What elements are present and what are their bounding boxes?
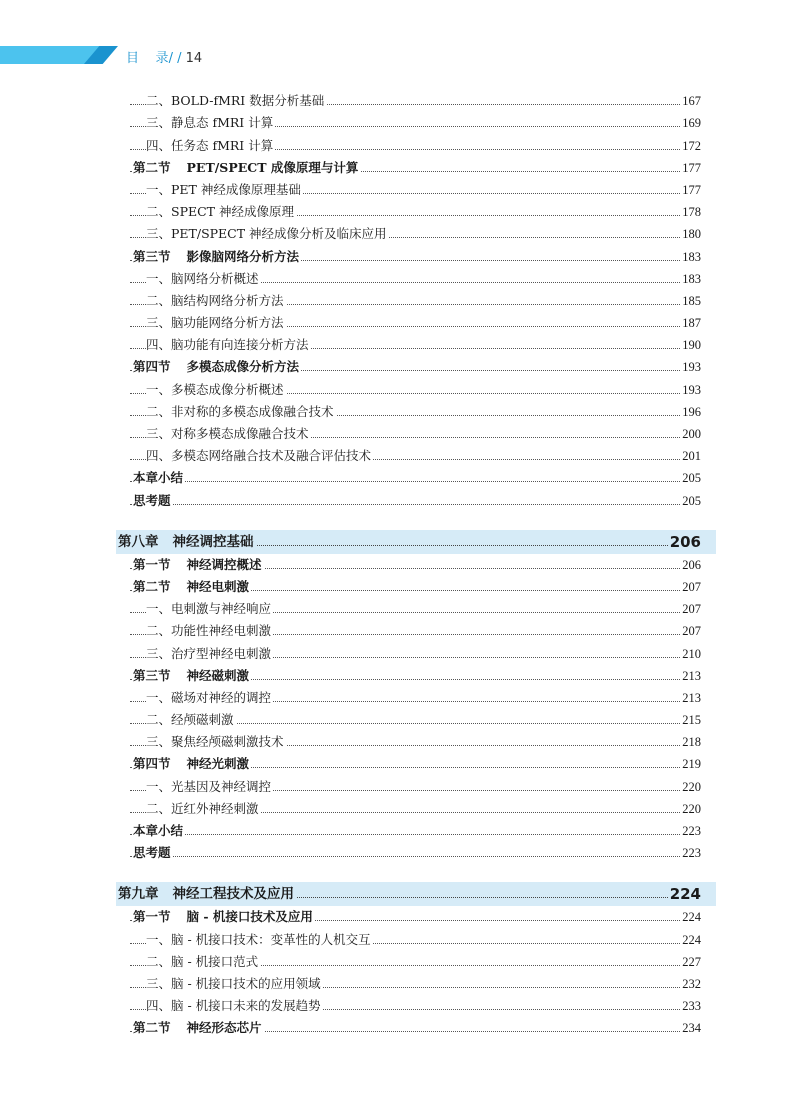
toc-entry-label	[146, 313, 286, 331]
toc-entry-label	[146, 688, 273, 706]
toc-entry-title: 本章小结	[133, 470, 184, 486]
toc-item-row[interactable]	[0, 687, 800, 709]
toc-entry-label	[146, 799, 261, 817]
toc-item-row[interactable]	[0, 134, 800, 156]
toc-page-number: 207	[682, 579, 701, 594]
toc-entry-title: 二、BOLD-fMRI 数据分析基础	[146, 93, 325, 109]
toc-entry-title: 一、PET 神经成像原理基础	[146, 181, 301, 197]
toc-entry-label	[146, 974, 323, 992]
toc-section-row[interactable]	[0, 753, 800, 775]
running-head-page-number: 14	[185, 51, 203, 66]
toc-item-row[interactable]	[0, 179, 800, 201]
toc-entry-label	[146, 224, 389, 242]
toc-item-row[interactable]	[0, 798, 800, 820]
toc-summary-row[interactable]	[0, 820, 800, 842]
toc-section-row[interactable]	[0, 554, 800, 576]
toc-page-number: 178	[682, 205, 701, 220]
toc-entry-number: 第三节	[133, 248, 171, 264]
toc-entry-label	[146, 424, 311, 442]
running-head-title: 录	[155, 51, 169, 66]
toc-summary-row[interactable]	[0, 842, 800, 864]
toc-item-row[interactable]	[0, 378, 800, 400]
toc-chapter-row[interactable]	[0, 880, 800, 906]
toc-section-row[interactable]	[0, 1017, 800, 1039]
toc-page-number: 169	[682, 116, 701, 131]
toc-entry-title: 一、脑网络分析概述	[146, 270, 259, 286]
toc-item-row[interactable]	[0, 290, 800, 312]
dot-leader	[130, 834, 700, 835]
toc-entry-label	[133, 1018, 264, 1036]
toc-entry-label	[133, 754, 251, 772]
toc-entry-label	[133, 843, 173, 861]
toc-page-number: 177	[682, 160, 701, 175]
toc-item-row[interactable]	[0, 598, 800, 620]
toc-page-number: 224	[682, 932, 701, 947]
toc-entry-label	[146, 599, 273, 617]
toc-page-number: 205	[682, 493, 701, 508]
toc-page-number: 187	[682, 316, 701, 331]
toc-page-number: 200	[682, 427, 701, 441]
toc-entry-label	[133, 821, 185, 839]
toc-entry-label	[146, 644, 273, 662]
toc-entry-title: 三、PET/SPECT 神经成像分析及临床应用	[146, 226, 387, 242]
toc-entry-title: 神经调控基础	[172, 533, 254, 550]
toc-entry-title: 一、脑 - 机接口技术：变革性的人机交互	[146, 931, 371, 947]
toc-entry-label	[133, 491, 173, 509]
toc-page-number: 223	[682, 824, 701, 838]
dot-leader	[130, 856, 700, 857]
toc-entry-title: 四、脑功能有向连接分析方法	[146, 337, 309, 353]
toc-page-number: 213	[682, 690, 701, 705]
toc-entry-title: 本章小结	[133, 823, 184, 838]
toc-entry-label	[146, 91, 326, 109]
toc-entry-title: 三、脑功能网络分析方法	[146, 315, 284, 331]
running-head-separator: / /	[168, 51, 182, 66]
toc-entry-title: 神经电刺激	[186, 578, 250, 594]
toc-entry-title: 二、SPECT 神经成像原理	[146, 204, 294, 220]
toc-entry-title: 三、静息态 fMRI 计算	[146, 115, 274, 131]
dot-leader	[130, 504, 700, 505]
toc-page-number: 219	[682, 757, 701, 772]
toc-page-number: 206	[669, 532, 701, 551]
toc-item-row[interactable]	[0, 423, 800, 445]
toc-page-number: 206	[682, 557, 701, 572]
toc-page-number: 190	[682, 338, 701, 353]
toc-entry-title: 一、光基因及神经调控	[146, 778, 272, 794]
toc-section-row[interactable]	[0, 906, 800, 928]
toc-section-row[interactable]	[0, 576, 800, 598]
toc-entry-title: 多模态成像分析方法	[186, 359, 300, 375]
toc-section-row[interactable]	[0, 356, 800, 378]
toc-item-row[interactable]	[0, 731, 800, 753]
toc-item-row[interactable]	[0, 445, 800, 467]
toc-item-row[interactable]	[0, 620, 800, 642]
toc-item-row[interactable]	[0, 312, 800, 334]
toc-page-number: 183	[682, 271, 701, 286]
toc-entry-label	[133, 577, 251, 595]
toc-page-number: 172	[682, 138, 701, 153]
toc-item-row[interactable]	[0, 775, 800, 797]
toc-page-number: 196	[682, 404, 701, 419]
toc-entry-number: 第三节	[133, 667, 171, 683]
toc-entry-number: 第二节	[133, 159, 171, 175]
toc-entry-label	[146, 136, 275, 154]
toc-entry-title: 三、对称多模态成像融合技术	[146, 426, 309, 441]
toc-entry-title: 神经磁刺激	[186, 667, 250, 683]
toc-page-number: 193	[682, 360, 701, 375]
toc-item-row[interactable]	[0, 334, 800, 356]
toc-entry-label	[133, 666, 251, 684]
toc-entry-label	[118, 882, 296, 902]
toc-entry-title: 三、治疗型神经电刺激	[146, 645, 272, 661]
toc-entry-label	[133, 907, 315, 925]
toc-entry-label	[146, 335, 311, 353]
toc-page-number: 207	[682, 624, 701, 639]
toc-summary-row[interactable]	[0, 467, 800, 489]
page-header	[0, 0, 800, 70]
toc-item-row[interactable]	[0, 709, 800, 731]
toc-entry-number: 第八章	[118, 533, 159, 550]
toc-entry-title: 脑 - 机接口技术及应用	[186, 909, 313, 925]
toc-entry-label	[133, 555, 264, 573]
toc-page-number: 167	[682, 94, 701, 109]
toc-entry-title: 二、近红外神经刺激	[146, 800, 259, 816]
toc-entry-title: PET/SPECT 成像原理与计算	[186, 159, 359, 175]
toc-entry-label	[146, 621, 273, 639]
running-head	[126, 47, 202, 66]
toc-entry-title: 思考题	[133, 845, 171, 861]
toc-section-row[interactable]	[0, 157, 800, 179]
toc-page-number: 215	[682, 713, 701, 728]
toc-page-number: 232	[682, 976, 701, 991]
running-head-section: 目	[126, 51, 140, 66]
toc-entry-label	[146, 930, 373, 948]
toc-chapter-row[interactable]	[0, 528, 800, 554]
toc-entry-label	[146, 952, 260, 970]
toc-entry-label	[118, 530, 256, 550]
toc-entry-title: 影像脑网络分析方法	[186, 248, 300, 264]
toc-entry-number: 第一节	[133, 909, 171, 925]
toc-item-row[interactable]	[0, 973, 800, 995]
toc-item-row[interactable]	[0, 223, 800, 245]
toc-item-row[interactable]	[0, 112, 800, 134]
toc-page-number: 210	[682, 646, 701, 661]
toc-item-row[interactable]	[0, 268, 800, 290]
toc-page-number: 223	[682, 846, 701, 861]
toc-entry-title: 神经光刺激	[186, 756, 250, 772]
toc-section-row[interactable]	[0, 665, 800, 687]
toc-item-row[interactable]	[0, 401, 800, 423]
toc-entry-title: 一、磁场对神经的调控	[146, 689, 272, 705]
dot-leader	[130, 481, 700, 482]
toc-entry-title: 思考题	[133, 492, 171, 508]
toc-page-number: 233	[682, 999, 701, 1014]
toc-entry-title: 三、聚焦经颅磁刺激技术	[146, 734, 284, 750]
toc-entry-label	[146, 402, 336, 420]
toc-entry-label	[133, 468, 185, 486]
toc-item-row[interactable]	[0, 90, 800, 112]
toc-entry-number: 第九章	[118, 886, 159, 903]
toc-entry-label	[133, 158, 360, 176]
toc-entry-label	[146, 180, 303, 198]
toc-entry-title: 神经调控概述	[186, 556, 262, 572]
toc-item-row[interactable]	[0, 928, 800, 950]
toc-entry-number: 第四节	[133, 756, 171, 772]
toc-entry-label	[146, 380, 286, 398]
toc-entry-label	[146, 996, 323, 1014]
toc-page-number: 220	[682, 779, 701, 794]
toc-entry-title: 二、功能性神经电刺激	[146, 623, 272, 639]
toc-entry-number: 第四节	[133, 359, 171, 375]
toc-entry-label	[146, 202, 296, 220]
toc-entry-label	[146, 710, 236, 728]
toc-page-number: 234	[682, 1021, 701, 1036]
toc-section-row[interactable]	[0, 245, 800, 267]
toc-entry-title: 二、经颅磁刺激	[146, 712, 234, 728]
toc-entry-label	[146, 732, 286, 750]
toc-page-number: 227	[682, 954, 701, 969]
toc-entry-label	[146, 269, 261, 287]
toc-entry-title: 三、脑 - 机接口技术的应用领域	[146, 975, 321, 991]
toc-page-number: 193	[682, 382, 701, 397]
toc-page-number: 207	[682, 602, 701, 617]
toc-page-number: 220	[682, 801, 701, 816]
toc-entry-title: 四、脑 - 机接口未来的发展趋势	[146, 998, 321, 1014]
toc-entry-title: 四、多模态网络融合技术及融合评估技术	[146, 448, 372, 464]
toc-entry-number: 第二节	[133, 578, 171, 594]
toc-page-number: 177	[682, 182, 701, 197]
toc-page-number: 224	[669, 885, 701, 904]
toc-entry-label	[146, 446, 373, 464]
toc-entry-title: 四、任务态 fMRI 计算	[146, 137, 274, 153]
toc-entry-label	[133, 247, 301, 265]
toc-page-number: 180	[682, 227, 701, 242]
toc-entry-number: 第二节	[133, 1020, 171, 1036]
toc-item-row[interactable]	[0, 951, 800, 973]
toc-page-number: 218	[682, 735, 701, 750]
toc-entry-label	[146, 777, 273, 795]
toc-item-row[interactable]	[0, 995, 800, 1017]
toc-entry-title: 二、脑结构网络分析方法	[146, 292, 284, 308]
toc-page-number: 224	[682, 910, 701, 925]
toc-page-number: 213	[682, 668, 701, 683]
toc-entry-title: 二、非对称的多模态成像融合技术	[146, 403, 334, 419]
toc-entry-title: 二、脑 - 机接口范式	[146, 953, 259, 969]
toc-summary-row[interactable]	[0, 489, 800, 511]
toc-page-number: 183	[682, 249, 701, 264]
toc-entry-title: 神经形态芯片	[186, 1020, 262, 1036]
toc-page-number: 205	[682, 471, 701, 486]
toc-item-row[interactable]	[0, 642, 800, 664]
toc-entry-title: 一、电刺激与神经响应	[146, 601, 272, 617]
toc-entry-title: 一、多模态成像分析概述	[146, 381, 284, 397]
toc-entry-label	[146, 291, 286, 309]
toc-entry-label	[146, 113, 275, 131]
toc-entry-label	[133, 357, 301, 375]
toc-item-row[interactable]	[0, 201, 800, 223]
toc-page-number: 201	[682, 449, 701, 464]
toc-page-number: 185	[682, 293, 701, 308]
table-of-contents	[0, 90, 800, 1039]
toc-entry-title: 神经工程技术及应用	[172, 886, 294, 903]
toc-entry-number: 第一节	[133, 556, 171, 572]
